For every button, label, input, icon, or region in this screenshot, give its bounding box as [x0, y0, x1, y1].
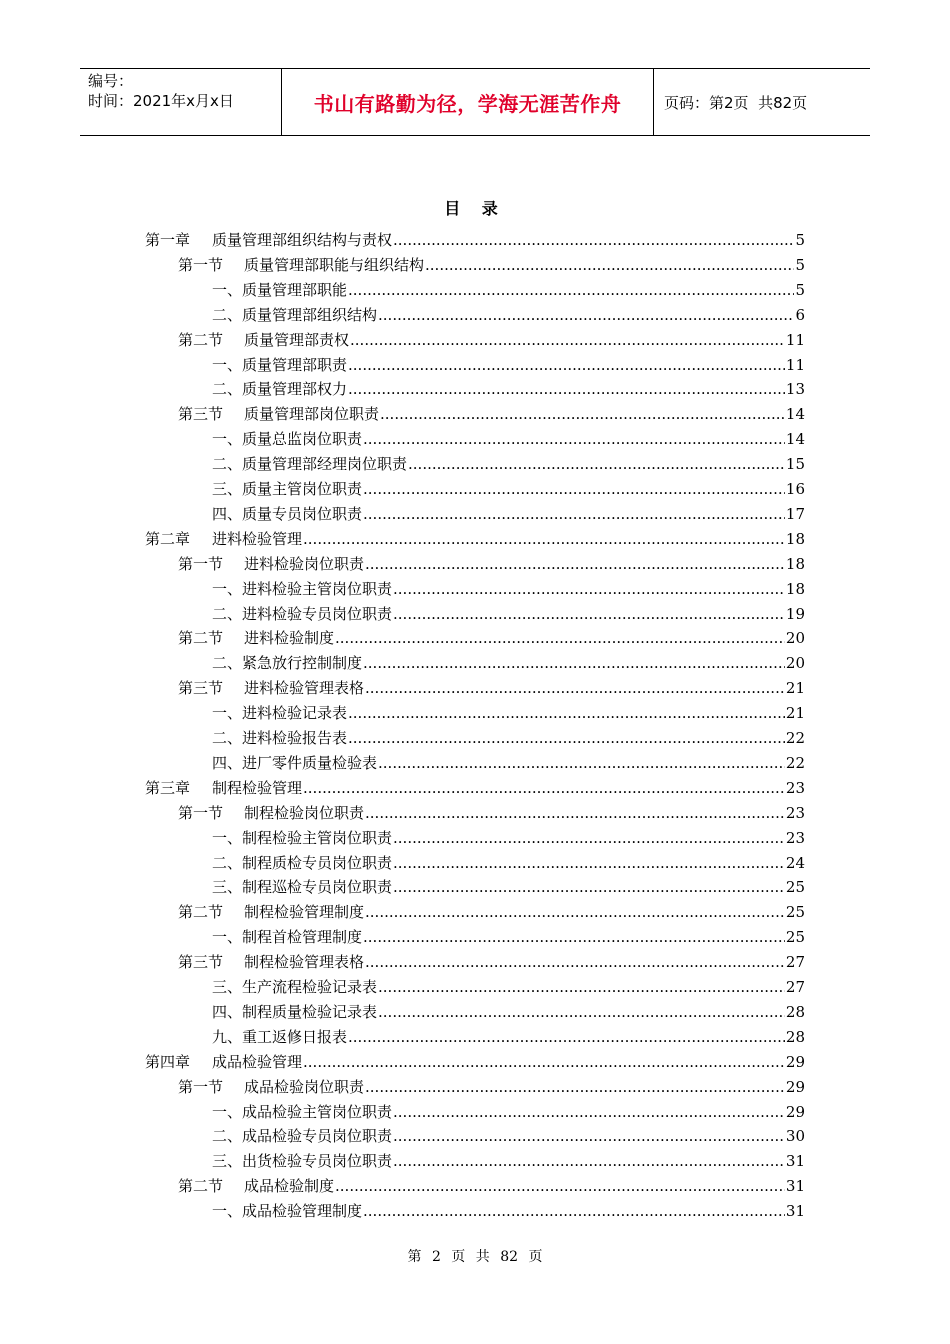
toc-entry[interactable]	[212, 377, 805, 402]
dot-leader	[365, 676, 785, 701]
toc-entry[interactable]	[178, 402, 805, 427]
toc-entry-page: 13	[785, 380, 805, 399]
toc-entry-text: 一、制程首检管理制度	[212, 928, 363, 947]
toc-entry-page: 27	[785, 978, 805, 996]
toc-entry[interactable]	[212, 1000, 805, 1025]
toc-entry-text: 一、质量总监岗位职责	[212, 430, 363, 449]
dot-leader	[408, 452, 785, 477]
toc-entry-page: 25	[785, 878, 805, 897]
toc-entry[interactable]	[212, 1199, 805, 1224]
toc-entry-text: 进料检验岗位职责	[244, 554, 365, 573]
dot-leader	[393, 1124, 785, 1149]
dot-leader	[378, 303, 794, 328]
toc-entry-page: 15	[785, 455, 805, 474]
dot-leader	[363, 427, 785, 452]
toc-entry[interactable]	[212, 353, 805, 378]
toc-entry-page: 20	[785, 654, 805, 673]
dot-leader	[350, 328, 785, 353]
toc-entry-text: 成品检验岗位职责	[244, 1077, 365, 1096]
toc-entry[interactable]	[212, 278, 805, 303]
dot-leader	[393, 1100, 785, 1125]
toc-entry-text: 一、进料检验记录表	[212, 704, 348, 723]
toc-entry[interactable]	[212, 602, 805, 627]
toc-entry-number: 第二节	[178, 330, 224, 349]
toc-entry[interactable]	[178, 676, 805, 701]
toc-entry-page: 25	[785, 903, 805, 922]
toc-entry-page: 29	[785, 1077, 805, 1096]
toc-entry[interactable]	[212, 851, 805, 876]
toc-entry-text: 二、制程质检专员岗位职责	[212, 853, 393, 872]
dot-leader	[363, 1199, 785, 1224]
dot-leader	[425, 253, 794, 278]
toc-entry[interactable]	[212, 826, 805, 851]
toc-entry-page: 29	[785, 1102, 805, 1121]
dot-leader	[303, 527, 785, 552]
toc-entry-page: 27	[785, 953, 805, 972]
dot-leader	[335, 626, 785, 651]
toc-entry-page: 18	[785, 529, 805, 548]
header-motto: 书山有路勤为径，学海无涯苦作舟	[282, 69, 654, 135]
toc-entry-page: 17	[785, 504, 805, 523]
toc-entry-page: 21	[785, 704, 805, 723]
toc-entry-text: 二、进料检验报告表	[212, 729, 348, 747]
toc-entry-page: 5	[795, 280, 805, 299]
toc-title: 目 录	[444, 199, 506, 218]
toc-entry-number: 第三节	[178, 679, 224, 698]
dot-leader	[393, 602, 785, 627]
header-page-info	[654, 69, 870, 135]
toc-entry-number: 第一节	[178, 255, 224, 274]
toc-entry-text: 二、进料检验专员岗位职责	[212, 604, 393, 623]
document-header	[80, 68, 870, 136]
toc-entry-text: 质量管理部岗位职责	[244, 405, 380, 424]
toc-entry-number: 第一节	[178, 1077, 224, 1096]
dot-leader	[393, 577, 785, 602]
toc-entry-text: 二、质量管理部组织结构	[212, 305, 378, 324]
dot-leader	[393, 228, 794, 253]
toc-entry[interactable]	[212, 1124, 805, 1149]
toc-entry-text: 一、成品检验管理制度	[212, 1202, 363, 1221]
toc-entry-page: 16	[785, 480, 805, 498]
toc-entry-page: 5	[795, 255, 805, 274]
toc-entry[interactable]	[178, 950, 805, 975]
toc-entry[interactable]	[212, 1025, 805, 1050]
toc-entry[interactable]	[212, 701, 805, 726]
toc-entry-text: 二、质量管理部经理岗位职责	[212, 455, 408, 474]
toc-entry-text: 制程检验管理表格	[244, 953, 365, 972]
toc-entry-text: 三、生产流程检验记录表	[212, 978, 378, 996]
toc-entry-page: 22	[785, 729, 805, 747]
header-left-cell	[80, 69, 282, 135]
toc-entry-page: 30	[785, 1127, 805, 1146]
toc-entry-number: 第二节	[178, 1177, 224, 1196]
toc-entry-text: 四、质量专员岗位职责	[212, 504, 363, 523]
toc-entry[interactable]	[212, 427, 805, 452]
time-label: 时间：2021年x月x日	[88, 92, 234, 110]
toc-entry-text: 三、制程巡检专员岗位职责	[212, 878, 393, 897]
dot-leader	[348, 278, 794, 303]
dot-leader	[348, 377, 785, 402]
toc-entry-text: 三、出货检验专员岗位职责	[212, 1152, 393, 1171]
toc-entry[interactable]	[212, 651, 805, 676]
toc-entry-number: 第三章	[145, 778, 191, 797]
dot-leader	[348, 353, 785, 378]
toc-entry-text: 二、成品检验专员岗位职责	[212, 1127, 393, 1146]
toc-entry[interactable]	[178, 253, 805, 278]
toc-entry-page: 25	[785, 928, 805, 947]
toc-entry[interactable]	[145, 776, 805, 801]
toc-entry-page: 23	[785, 778, 805, 797]
toc-entry-page: 20	[785, 629, 805, 648]
toc-entry[interactable]	[212, 502, 805, 527]
dot-leader	[303, 1050, 785, 1075]
toc-entry-text: 一、质量管理部职责	[212, 355, 348, 374]
toc-entry-text: 制程检验管理	[212, 778, 303, 797]
dot-leader	[378, 751, 785, 776]
toc-entry-text: 制程检验岗位职责	[244, 803, 365, 822]
toc-entry-page: 31	[785, 1152, 805, 1171]
dot-leader	[348, 701, 785, 726]
toc-entry-page: 11	[785, 330, 805, 349]
page-info-text: 页码：第2页 共82页	[664, 93, 808, 112]
toc-entry-text: 制程检验管理制度	[244, 903, 365, 922]
toc-entry[interactable]	[212, 303, 805, 328]
toc-entry-text: 成品检验制度	[244, 1177, 335, 1196]
page-footer: 第 2 页 共 82 页	[407, 1249, 543, 1265]
toc-entry-page: 18	[785, 579, 805, 598]
dot-leader	[380, 402, 785, 427]
toc-entry-page: 29	[785, 1052, 805, 1071]
dot-leader	[378, 975, 785, 1000]
toc-entry-number: 第一节	[178, 554, 224, 573]
toc-entry[interactable]	[178, 1075, 805, 1100]
toc-entry[interactable]	[178, 900, 805, 925]
toc-entry-page: 5	[795, 231, 805, 249]
toc-entry-page: 28	[785, 1027, 805, 1046]
toc-entry-text: 一、质量管理部职能	[212, 280, 348, 299]
toc-entry-page: 24	[785, 853, 805, 872]
toc-entry-page: 18	[785, 554, 805, 573]
toc-entry-text: 二、紧急放行控制制度	[212, 654, 363, 673]
toc-entry[interactable]	[145, 527, 805, 552]
dot-leader	[363, 502, 785, 527]
dot-leader	[365, 900, 785, 925]
toc-entry[interactable]	[145, 1050, 805, 1075]
dot-leader	[363, 477, 785, 502]
dot-leader	[393, 1149, 785, 1174]
toc-entry[interactable]	[178, 801, 805, 826]
dot-leader	[363, 651, 785, 676]
toc-entry[interactable]	[178, 328, 805, 353]
dot-leader	[348, 1025, 785, 1050]
toc-entry-text: 一、成品检验主管岗位职责	[212, 1102, 393, 1121]
toc-entry-text: 质量管理部责权	[244, 330, 350, 349]
toc-entry-page: 23	[785, 828, 805, 847]
toc-entry-number: 第三节	[178, 953, 224, 972]
dot-leader	[348, 726, 785, 751]
dot-leader	[393, 875, 785, 900]
toc-entry-number: 第一节	[178, 803, 224, 822]
toc-entry-number: 第二章	[145, 529, 191, 548]
toc-entry-text: 四、进厂零件质量检验表	[212, 753, 378, 772]
toc-entry-text: 进料检验制度	[244, 629, 335, 648]
dot-leader	[335, 1174, 785, 1199]
toc-entry[interactable]	[212, 452, 805, 477]
toc-entry[interactable]	[212, 726, 805, 751]
toc-entry-page: 14	[785, 430, 805, 449]
toc-entry-text: 三、质量主管岗位职责	[212, 480, 363, 498]
toc-entry-text: 质量管理部职能与组织结构	[244, 255, 425, 274]
toc-entry-text: 二、质量管理部权力	[212, 380, 348, 399]
toc-entry-text: 质量管理部组织结构与责权	[212, 231, 393, 249]
toc-entry[interactable]	[212, 925, 805, 950]
toc-entry[interactable]	[212, 751, 805, 776]
dot-leader	[393, 851, 785, 876]
toc-entry-number: 第二节	[178, 629, 224, 648]
dot-leader	[365, 1075, 785, 1100]
toc-entry[interactable]	[212, 1149, 805, 1174]
toc-entry-number: 第二节	[178, 903, 224, 922]
dot-leader	[393, 826, 785, 851]
toc-entry[interactable]	[178, 626, 805, 651]
toc-entry-text: 成品检验管理	[212, 1052, 303, 1071]
toc-entry-page: 23	[785, 803, 805, 822]
toc-entry-page: 31	[785, 1202, 805, 1221]
toc-entry-page: 19	[785, 604, 805, 623]
toc-entry[interactable]	[212, 975, 805, 1000]
toc-entry-page: 31	[785, 1177, 805, 1196]
toc-entry[interactable]	[212, 1100, 805, 1125]
toc-entry[interactable]	[145, 228, 805, 253]
toc-entry-page: 22	[785, 753, 805, 772]
toc-entry[interactable]	[212, 577, 805, 602]
toc-entry[interactable]	[178, 552, 805, 577]
toc-entry[interactable]	[212, 875, 805, 900]
toc-entry-page: 11	[785, 355, 805, 374]
toc-entry-text: 一、制程检验主管岗位职责	[212, 828, 393, 847]
dot-leader	[303, 776, 785, 801]
toc-entry-page: 21	[785, 679, 805, 698]
dot-leader	[365, 950, 785, 975]
toc-entry-text: 四、制程质量检验记录表	[212, 1002, 378, 1021]
toc-entry-text: 进料检验管理	[212, 529, 303, 548]
toc-entry-number: 第三节	[178, 405, 224, 424]
dot-leader	[378, 1000, 785, 1025]
dot-leader	[365, 801, 785, 826]
toc-entry-text: 九、重工返修日报表	[212, 1027, 348, 1046]
toc-entry-page: 6	[795, 305, 805, 324]
toc-entry-text: 进料检验管理表格	[244, 679, 365, 698]
toc-entry-page: 28	[785, 1002, 805, 1021]
toc-entry-number: 第一章	[145, 231, 191, 249]
code-label: 编号：	[88, 72, 134, 90]
toc-entry-text: 一、进料检验主管岗位职责	[212, 579, 393, 598]
toc-entry-page: 14	[785, 405, 805, 424]
toc-entry-number: 第四章	[145, 1052, 191, 1071]
toc-entry[interactable]	[212, 477, 805, 502]
dot-leader	[363, 925, 785, 950]
toc-entry[interactable]	[178, 1174, 805, 1199]
dot-leader	[365, 552, 785, 577]
